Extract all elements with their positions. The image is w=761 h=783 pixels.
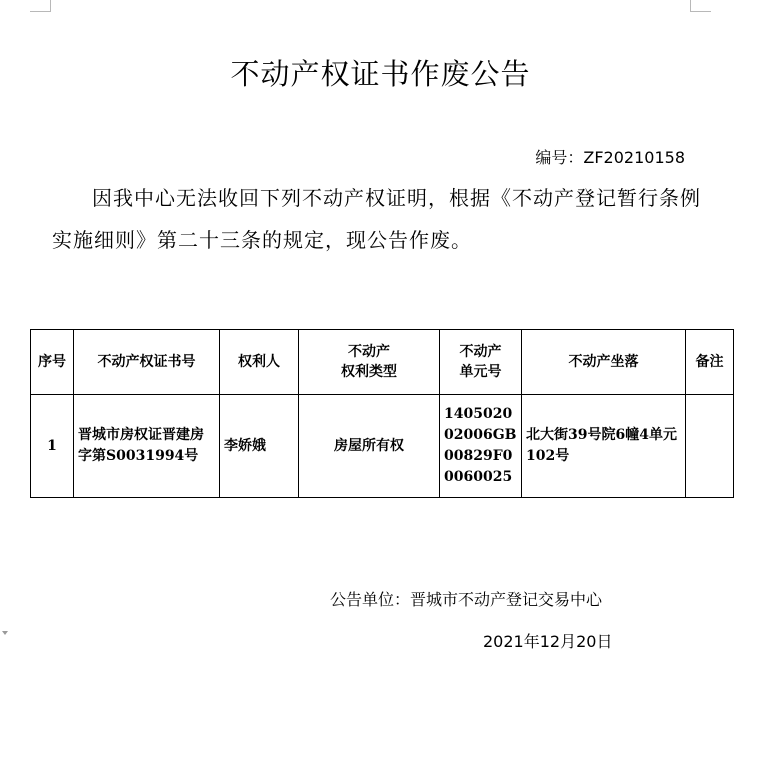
header-certificate-no: 不动产权证书号	[74, 330, 220, 395]
header-right-type: 不动产 权利类型	[299, 330, 440, 395]
margin-marker-icon	[2, 631, 8, 635]
cell-location: 北大街39号院6幢4单元102号	[522, 395, 686, 498]
document-title: 不动产权证书作废公告	[230, 57, 531, 91]
invalidated-certificate-table	[30, 329, 734, 498]
header-index: 序号	[31, 330, 74, 395]
page-corner-marker-top-left	[30, 0, 51, 12]
header-location: 不动产坐落	[522, 330, 686, 395]
announcement-body: 因我中心无法收回下列不动产权证明，根据《不动产登记暂行条例实施细则》第二十三条的规定，现公告作废。	[52, 186, 701, 252]
cell-owner: 李娇娥	[220, 395, 299, 498]
document-number: 编号：ZF20210158	[535, 148, 685, 167]
header-owner: 权利人	[220, 330, 299, 395]
table-header-row	[31, 330, 734, 395]
issue-date: 2021年12月20日	[483, 632, 613, 651]
cell-certificate-no: 晋城市房权证晋建房字第S0031994号	[74, 395, 220, 498]
cell-remark	[686, 395, 734, 498]
issuer-line: 公告单位：晋城市不动产登记交易中心	[330, 590, 603, 609]
cell-index: 1	[31, 395, 74, 498]
header-remark: 备注	[686, 330, 734, 395]
page-corner-marker-top-right	[690, 0, 711, 12]
header-unit-no: 不动产 单元号	[440, 330, 522, 395]
cell-unit-no: 140502002006GB00829F00060025	[440, 395, 522, 498]
table-row	[31, 395, 734, 498]
cell-right-type: 房屋所有权	[299, 395, 440, 498]
